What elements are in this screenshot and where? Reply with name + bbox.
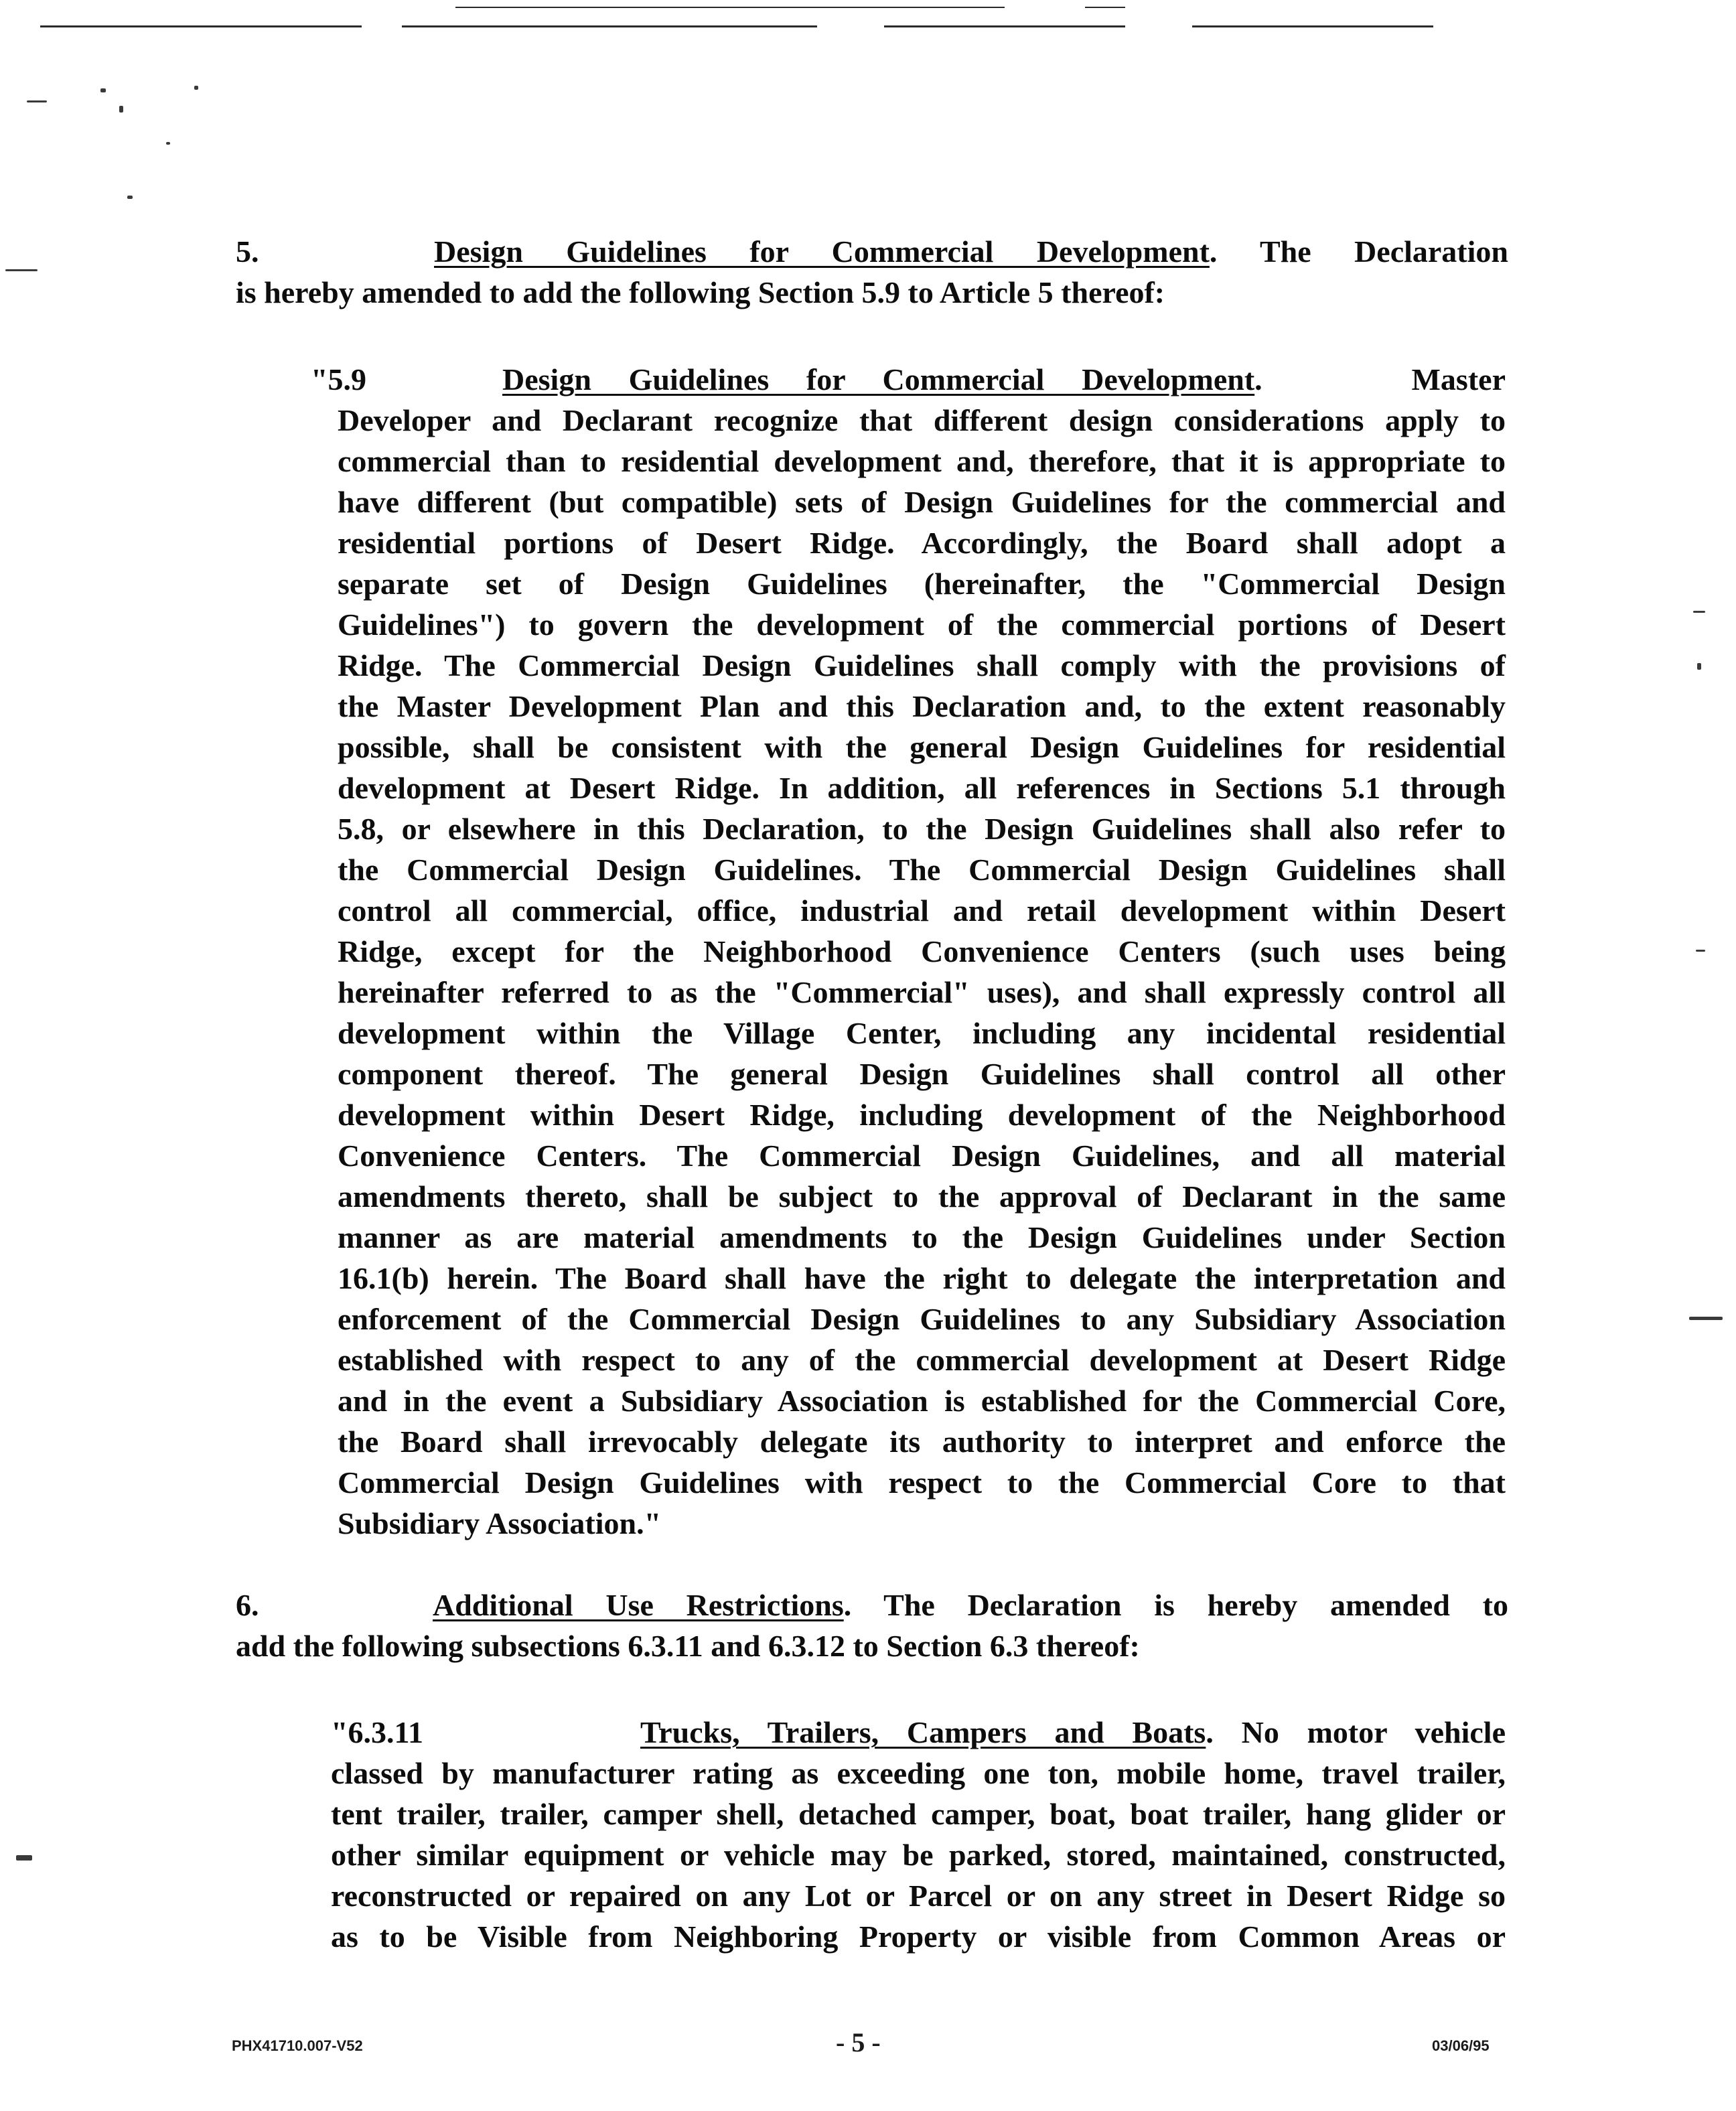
section-5-9-line: control all commercial, office, industrial and retail development within Desert <box>338 893 1506 928</box>
section-5-9-line: have different (but compatible) sets of Design Guidelines for the commercial and <box>338 485 1506 519</box>
scan-artifact-speck <box>1696 950 1705 952</box>
section-5-9-line: manner as are material amendments to the Design Guidelines under Section <box>338 1220 1506 1254</box>
scan-artifact-speck <box>1697 663 1701 670</box>
scan-artifact-speck <box>27 100 47 102</box>
section-5-intro: . The Declaration <box>1209 234 1508 269</box>
section-5-9-line: established with respect to any of the commercial development at Desert Ridge <box>338 1343 1506 1377</box>
section-5-9-line: Ridge, except for the Neighborhood Convenience Centers (such uses being <box>338 934 1506 968</box>
section-6-3-11-line: other similar equipment or vehicle may be parked, stored, maintained, constructed, <box>331 1838 1506 1872</box>
section-5-9-line: the Board shall irrevocably delegate its authority to interpret and enforce the <box>338 1425 1506 1459</box>
section-5-number: 5. <box>236 234 259 269</box>
scan-artifact-speck <box>1689 1317 1723 1320</box>
section-5-9-number: "5.9 <box>311 362 367 396</box>
section-5-9-line: residential portions of Desert Ridge. Accordingly, the Board shall adopt a <box>338 526 1506 560</box>
section-6-number: 6. <box>236 1588 259 1622</box>
section-5-9-line: separate set of Design Guidelines (hereinafter, the "Commercial Design <box>338 567 1506 601</box>
section-5-9-line: the Master Development Plan and this Declaration and, to the extent reasonably <box>338 689 1506 723</box>
scan-artifact-speck <box>16 1855 32 1861</box>
section-5-9-line: development at Desert Ridge. In addition, all references in Sections 5.1 through <box>338 771 1506 805</box>
section-5-9-line: Ridge. The Commercial Design Guidelines shall comply with the provisions of <box>338 648 1506 682</box>
section-6-3-11-paragraph <box>331 1712 1506 1957</box>
scan-artifact-speck <box>1693 611 1705 613</box>
scan-artifact-line <box>1192 25 1433 27</box>
scan-artifact-speck <box>194 86 198 90</box>
section-5-9-line: enforcement of the Commercial Design Guidelines to any Subsidiary Association <box>338 1302 1506 1336</box>
scan-artifact-line <box>402 25 817 27</box>
scan-artifact-speck <box>5 269 38 271</box>
scan-artifact-speck <box>119 106 123 113</box>
section-6-3-11-number: "6.3.11 <box>331 1715 423 1749</box>
section-5-paragraph <box>236 231 1508 313</box>
section-5-9-line: 16.1(b) herein. The Board shall have the right to delegate the interpretation and <box>338 1261 1506 1295</box>
section-5-line-2: is hereby amended to add the following Section 5.9 to Article 5 thereof: <box>236 275 1165 309</box>
section-6-3-11-line: reconstructed or repaired on any Lot or Parcel or on any street in Desert Ridge so <box>331 1879 1506 1913</box>
section-6-3-11-line: classed by manufacturer rating as exceeding one ton, mobile home, travel trailer, <box>331 1756 1506 1790</box>
section-5-9-line: component thereof. The general Design Guidelines shall control all other <box>338 1057 1506 1091</box>
footer-doc-id: PHX41710.007-V52 <box>232 2037 363 2054</box>
section-5-9-line: development within Desert Ridge, including development of the Neighborhood <box>338 1098 1506 1132</box>
section-5-9-line: hereinafter referred to as the "Commercial" uses), and shall expressly control all <box>338 975 1506 1009</box>
section-5-9-heading: Design Guidelines for Commercial Development <box>502 362 1255 396</box>
section-5-9-paragraph: "5.9 Design Guidelines for Commercial Development. Master Developer and Declarant recognize that different design considerations apply to commercial than to residential development and, therefore, that it is appropriate to have different (but compatible) sets of Design Guidelines for the commercial and residential portions of Desert Ridge. Accordingly, the Board shall adopt a separate set of Design Guidelines (hereinafter, the "Commercial Design Guidelines") to govern the development of the commercial portions of Desert Ridge. The Commercial Design Guidelines shall comply with the provisions of the Master Development Plan and this Declaration and, to the extent reasonably possible, shall be consistent with the general Design Guidelines for residential development at Desert Ridge. In addition, all references in Sections 5.1 through 5.8, or elsewhere in this Declaration, to the Design Guidelines shall also refer to the Commercial Design Guidelines. The Commercial Design Guidelines shall control all commercial, office, industrial and retail development within Desert Ridge, except for the Neighborhood Convenience Centers (such uses being hereinafter referred to as the "Commercial" uses), and shall expressly control all development within the Village Center, including any incidental residential component thereof. The general Design Guidelines shall control all other development within Desert Ridge, including development of the Neighborhood Convenience Centers. The Commercial Design Guidelines, and all material amendments thereto, shall be subject to the approval of Declarant in the same manner as are material amendments to the Design Guidelines under Section 16.1(b) herein. The Board shall have the right to delegate the interpretation and enforcement of the Commercial Design Guidelines to any Subsidiary Association established with respect to any of the commercial development at Desert Ridge and in the event a Subsidiary Association is established for the Commercial Core, the Board shall irrevocably delegate its authority to interpret and enforce the Commercial Design Guidelines with respect to the Commercial Core to that Subsidiary Association." <box>338 359 1506 1544</box>
section-5-9-line: development within the Village Center, including any incidental residential <box>338 1016 1506 1050</box>
section-6-heading: Additional Use Restrictions <box>433 1588 844 1622</box>
section-5-9-line: Convenience Centers. The Commercial Design Guidelines, and all material <box>338 1139 1506 1173</box>
section-6-paragraph <box>236 1585 1508 1666</box>
scan-artifact-speck <box>166 142 170 145</box>
section-5-9-line: Guidelines") to govern the development of the commercial portions of Desert <box>338 607 1506 642</box>
section-5-9-line: the Commercial Design Guidelines. The Commercial Design Guidelines shall <box>338 853 1506 887</box>
section-5-9-line: amendments thereto, shall be subject to the approval of Declarant in the same <box>338 1179 1506 1214</box>
section-6-3-11-line: as to be Visible from Neighboring Property or visible from Common Areas or <box>331 1919 1506 1954</box>
section-5-9-line: Subsidiary Association." <box>338 1506 662 1540</box>
scan-artifact-line <box>884 25 1125 27</box>
scan-artifact-line <box>455 7 1005 8</box>
scan-artifact-line <box>1085 7 1125 8</box>
section-5-9-line: 5.8, or elsewhere in this Declaration, to the Design Guidelines shall also refer to <box>338 812 1506 846</box>
scan-artifact-speck <box>100 88 106 92</box>
section-5-9-line: and in the event a Subsidiary Association is established for the Commercial Core, <box>338 1384 1506 1418</box>
section-5-9-line: commercial than to residential development and, therefore, that it is appropriate to <box>338 444 1506 478</box>
section-5-9-line: Commercial Design Guidelines with respect to the Commercial Core to that <box>338 1465 1506 1500</box>
section-5-9-first-line: Master <box>1411 362 1506 396</box>
section-6-3-11-line: tent trailer, trailer, camper shell, detached camper, boat, boat trailer, hang glider or <box>331 1797 1506 1831</box>
section-6-3-11-first-line: . No motor vehicle <box>1206 1715 1506 1749</box>
section-5-heading: Design Guidelines for Commercial Development <box>434 234 1210 269</box>
footer-date: 03/06/95 <box>1432 2037 1490 2054</box>
section-6-3-11-heading: Trucks, Trailers, Campers and Boats <box>640 1715 1206 1749</box>
footer-page-number: - 5 - <box>836 2027 881 2057</box>
scan-artifact-line <box>40 25 362 27</box>
section-6-line-2: add the following subsections 6.3.11 and 6.3.12 to Section 6.3 thereof: <box>236 1629 1140 1663</box>
section-6-intro: . The Declaration is hereby amended to <box>843 1588 1508 1622</box>
section-5-9-line: Developer and Declarant recognize that different design considerations apply to <box>338 403 1506 437</box>
section-5-9-line: possible, shall be consistent with the general Design Guidelines for residential <box>338 730 1506 764</box>
scan-artifact-speck <box>127 196 133 199</box>
